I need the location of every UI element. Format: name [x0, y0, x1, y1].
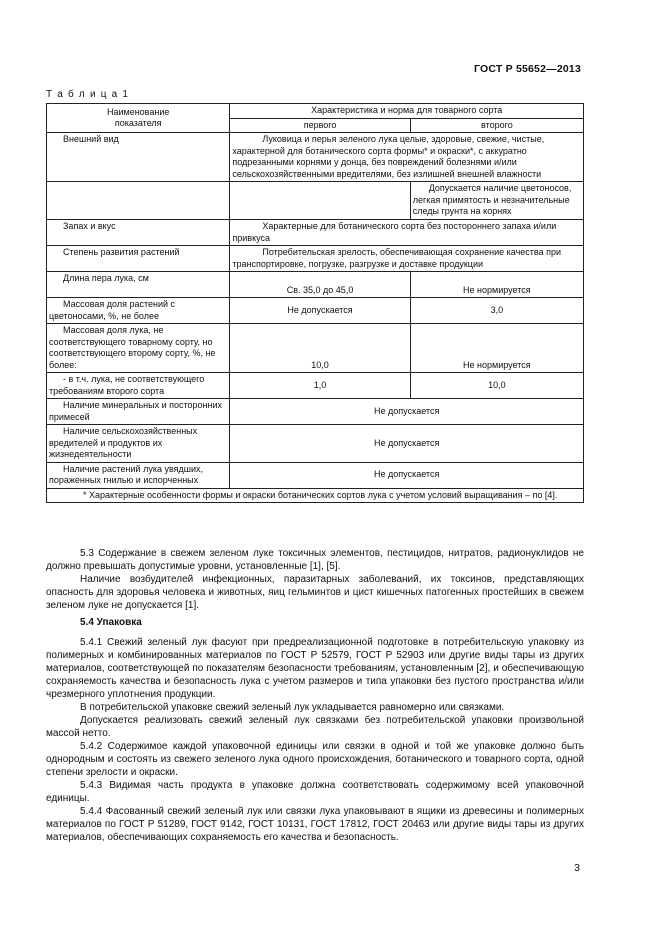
paragraph: 5.4.3 Видимая часть продукта в упаковке должна соответствовать содержимому всей упаковочной единицы. [46, 780, 584, 804]
row-second: 3,0 [410, 298, 583, 324]
page-number: 3 [574, 862, 580, 874]
table-row [47, 246, 584, 272]
table-row [47, 462, 584, 488]
table-row [47, 298, 584, 324]
row-second: Не нормируется [410, 324, 583, 373]
row-second: 10,0 [410, 373, 583, 399]
row-name: Длина пера лука, см [47, 272, 230, 298]
row-value: Не допускается [230, 425, 584, 463]
section-heading: 5.4 Упаковка [80, 617, 142, 628]
header-indicator-name [47, 104, 230, 133]
header-characteristic: Характеристика и норма для товарного сорта [230, 104, 584, 119]
row-value: Не допускается [230, 399, 584, 425]
header-name-line1: Наименование [106, 106, 170, 117]
row-first: Св. 35,0 до 45,0 [230, 272, 410, 298]
requirements-table [46, 103, 584, 503]
table-row [47, 133, 584, 182]
header-second-grade: второго [410, 118, 583, 133]
standard-code: ГОСТ Р 55652—2013 [473, 63, 581, 75]
row-first: 10,0 [230, 324, 410, 373]
table-footnote-row [47, 488, 584, 503]
row-name: Наличие минеральных и посторонних примесей [47, 399, 230, 425]
table-row [47, 399, 584, 425]
header-first-grade: первого [230, 118, 410, 133]
row-second: Не нормируется [410, 272, 583, 298]
row-name: - в т.ч. лука, не соответствующего требованиям второго сорта [47, 373, 230, 399]
row-name: Массовая доля растений с цветоносами, %, не более [47, 298, 230, 324]
row-first: Не допускается [230, 298, 410, 324]
row-first: 1,0 [230, 373, 410, 399]
row-name: Запах и вкус [47, 220, 230, 246]
row-name: Наличие растений лука увядших, пораженных гнилью и испорченных [47, 462, 230, 488]
row-name [47, 182, 230, 220]
row-value: Луковица и перья зеленого лука целые, здоровые, свежие, чистые, характерной для ботанического сорта формы* и окраски*, с аккуратно подрезанными корнями у донца, без повреждений болезнями и/или сельскохозяйственными вредителями, без излишней внешней влажности [230, 133, 584, 182]
paragraph: 5.4.4 Фасованный свежий зеленый лук или связки лука упаковывают в ящики из древесины и полимерных материалов по ГОСТ Р 51289, ГОСТ 9142, ГОСТ 10131, ГОСТ 17812, ГОСТ 20463 или другие виды тары из других материалов, обеспечивающих сохраняемость его качества и безопасность. [46, 806, 584, 843]
table-row [47, 220, 584, 246]
row-value: Потребительская зрелость, обеспечивающая сохранение качества при транспортировке, погрузке, разгрузке и доставке продукции [230, 246, 584, 272]
row-name: Степень развития растений [47, 246, 230, 272]
table-header-row [47, 104, 584, 119]
table-row [47, 324, 584, 373]
row-name: Наличие сельскохозяйственных вредителей и продуктов их жизнедеятельности [47, 425, 230, 463]
paragraph: Допускается реализовать свежий зеленый лук связками без потребительской упаковки произвольной массой нетто. [46, 715, 584, 739]
row-first [230, 182, 410, 220]
body-section-5-4 [46, 636, 584, 844]
paragraph: В потребительской упаковке свежий зеленый лук укладывается равномерно или связками. [80, 702, 505, 713]
paragraph: Наличие возбудителей инфекционных, паразитарных заболеваний, их токсинов, представляющих опасность для здоровья человека и животных, яиц гельминтов и цист кишечных патогенных простейших в свежем зеленом луке не допускается [1]. [46, 574, 584, 611]
table-row [47, 272, 584, 298]
row-second: Допускается наличие цветоносов, легкая примятость и незначительные следы грунта на корнях [410, 182, 583, 220]
paragraph: 5.4.1 Свежий зеленый лук фасуют при предреализационной подготовке в потребительскую упаковку из полимерных и комбинированных материалов по ГОСТ Р 52579, ГОСТ Р 52903 или другие виды тары из других материалов, соответствующей по показателям безопасности требованиям, установленным [2], и обеспечивающую сохраняемость качества и безопасность лука с учетом размеров и типа упаковки без пустого пространства и/или чрезмерного уплотнения продукции. [46, 637, 584, 700]
row-value: Характерные для ботанического сорта без постороннего запаха и/или привкуса [230, 220, 584, 246]
table-row [47, 182, 584, 220]
row-name: Внешний вид [47, 133, 230, 182]
table-caption: Т а б л и ц а 1 [46, 89, 130, 100]
paragraph: 5.4.2 Содержимое каждой упаковочной единицы или связки в одной и той же упаковке должно быть однородным и состоять из свежего зеленого лука одного происхождения, ботанического и товарного сорта, одной степени зрелости и окраски. [46, 741, 584, 778]
paragraph: 5.3 Содержание в свежем зеленом луке токсичных элементов, пестицидов, нитратов, радионуклидов не должно превышать допустимые уровни, установленные [1], [5]. [46, 548, 584, 572]
body-section-5-3 [46, 547, 584, 612]
table-footnote: * Характерные особенности формы и окраски ботанических сортов лука с учетом условий выращивания – по [4]. [47, 488, 584, 503]
header-name-line2: показателя [114, 118, 162, 128]
table-row [47, 425, 584, 463]
row-value: Не допускается [230, 462, 584, 488]
row-name: Массовая доля лука, не соответствующего товарному сорту, но соответствующего второму сорту, %, не более: [47, 324, 230, 373]
table-row [47, 373, 584, 399]
